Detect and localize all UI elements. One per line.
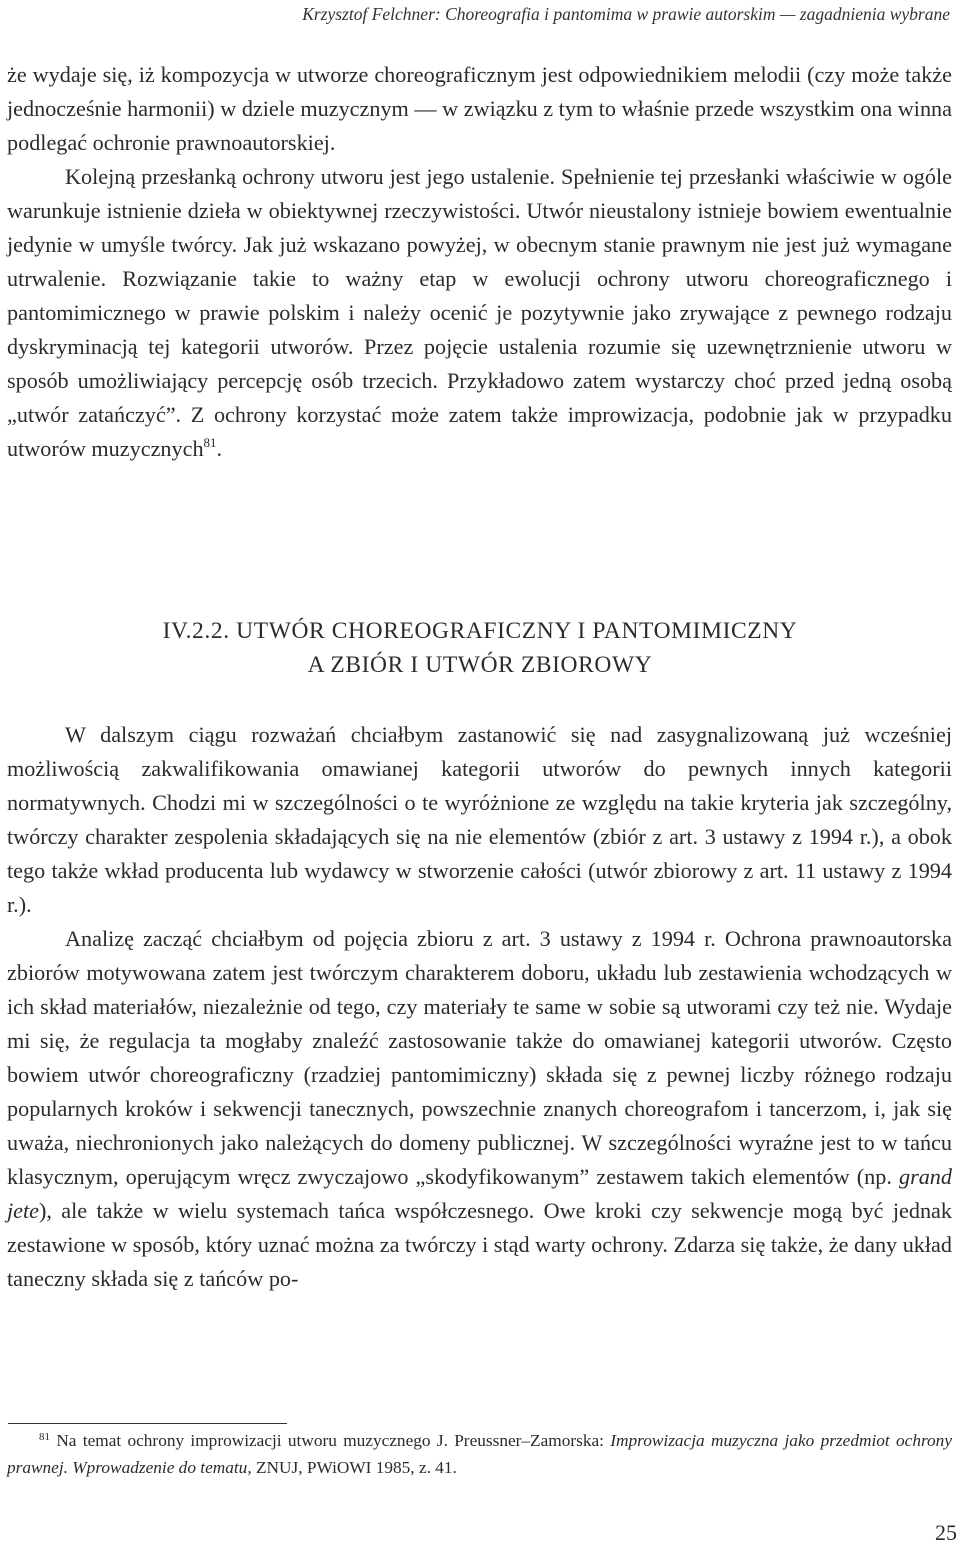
section-heading	[0, 614, 960, 682]
footnote-number: 81	[39, 1431, 50, 1443]
paragraph-text: Analizę zacząć chciałbym od pojęcia zbioru z art. 3 ustawy z 1994 r. Ochrona prawnoautorska zbiorów motywowana zatem jest twórczym charakterem doboru, układu lub zestawienia wchodzących w ich skład materiałów, niezależnie od tego, czy materiały te same w sobie są utworami czy też nie. Wydaje mi się, że regulacja ta mogłaby znaleźć zastosowanie także do omawianej kategorii utworów. Często bowiem utwór choreograficzny (rzadziej pantomimiczny) składa się z pewnej liczby różnego rodzaju popularnych kroków i sekwencji tanecznych, powszechnie znanych choreografom i tancerzom, i, jak się uważa, niechronionych jako należących do domeny publicznej. W szczególności wyraźne jest to w tańcu klasycznym, operującym wręcz zwyczajowo „skodyfikowanym” zestawem takich elementów (np.	[7, 926, 952, 1189]
paragraph-intro	[7, 718, 952, 922]
footnote-reference: 81	[203, 435, 217, 450]
paragraph-end: .	[216, 436, 223, 461]
section-b-text	[7, 718, 952, 1296]
paragraph-text: że wydaje się, iż kompozycja w utworze choreograficznym jest odpowiednikiem melodii (czy może także jednocześnie harmonii) w dziele muzycznym — w związku z tym to właśnie przede wszystkim ona winna podlegać ochronie prawnoautorskiej.	[7, 62, 952, 155]
paragraph-text: W dalszym ciągu rozważań chciałbym zastanowić się nad zasygnalizowaną już wcześniej możliwością zakwalifikowania omawianej kategorii utworów do pewnych innych kategorii normatywnych. Chodzi mi w szczególności o te wyróżnione ze względu na takie kryteria jak szczególny, twórczy charakter zespolenia składających się na nie elementów (zbiór z art. 3 ustawy z 1994 r.), a obok tego także wkład producenta lub wydawcy w stworzenie całości (utwór zbiorowy z art. 11 ustawy z 1994 r.).	[7, 722, 952, 917]
paragraph-text: ), ale także w wielu systemach tańca współczesnego. Owe kroki czy sekwencje mogą być jednak zestawione w sposób, który uznać można za twórczy i stąd warty ochrony. Zdarza się także, że dany układ taneczny składa się z tańców po-	[7, 1198, 952, 1291]
running-header: Krzysztof Felchner: Choreografia i pantomima w prawie autorskim — zagadnienia wybrane	[302, 4, 950, 24]
paragraph-text: Kolejną przesłanką ochrony utworu jest jego ustalenie. Spełnienie tej przesłanki właściwie w ogóle warunkuje istnienie dzieła w obiektywnej rzeczywistości. Utwór nieustalony istnieje bowiem ewentualnie jedynie w umyśle twórcy. Jak już wskazano powyżej, w obecnym stanie prawnym nie jest już wymagane utrwalenie. Rozwiązanie takie to ważny etap w ewolucji ochrony utworu choreograficznego i pantomimicznego w prawie polskim i należy ocenić je pozytywnie jako zrywające z pewnego rodzaju dyskryminacją tej kategorii utworów. Przez pojęcie ustalenia rozumie się uzewnętrznienie utworu w sposób umożliwiający percepcję osób trzecich. Przykładowo zatem wystarczy choć przed jedną osobą „utwór zatańczyć”. Z ochrony korzystać może zatem także improwizacja, podobnie jak w przypadku utworów muzycznych	[7, 164, 952, 461]
section-a-text	[7, 58, 952, 466]
page-number: 25	[935, 1520, 957, 1545]
footnote	[7, 1427, 952, 1481]
paragraph-fixation	[7, 160, 952, 466]
paragraph-continued	[7, 58, 952, 160]
footnote-text-end: , ZNUJ, PWiOWI 1985, z. 41.	[247, 1458, 457, 1477]
footnote-divider	[8, 1423, 287, 1424]
section-heading-line-2: A ZBIÓR I UTWÓR ZBIOROWY	[307, 652, 653, 678]
italic-term: grand jete	[7, 1164, 952, 1223]
section-heading-line-1: IV.2.2. UTWÓR CHOREOGRAFICZNY I PANTOMIMICZNY	[162, 618, 798, 644]
footnote-italic-title: Improwizacja muzyczna jako przedmiot ochrony prawnej. Wprowadzenie do tematu	[7, 1431, 952, 1477]
paragraph-analysis	[7, 922, 952, 1296]
footnote-text: Na temat ochrony improwizacji utworu muzycznego J. Preussner–Zamorska:	[50, 1431, 611, 1450]
